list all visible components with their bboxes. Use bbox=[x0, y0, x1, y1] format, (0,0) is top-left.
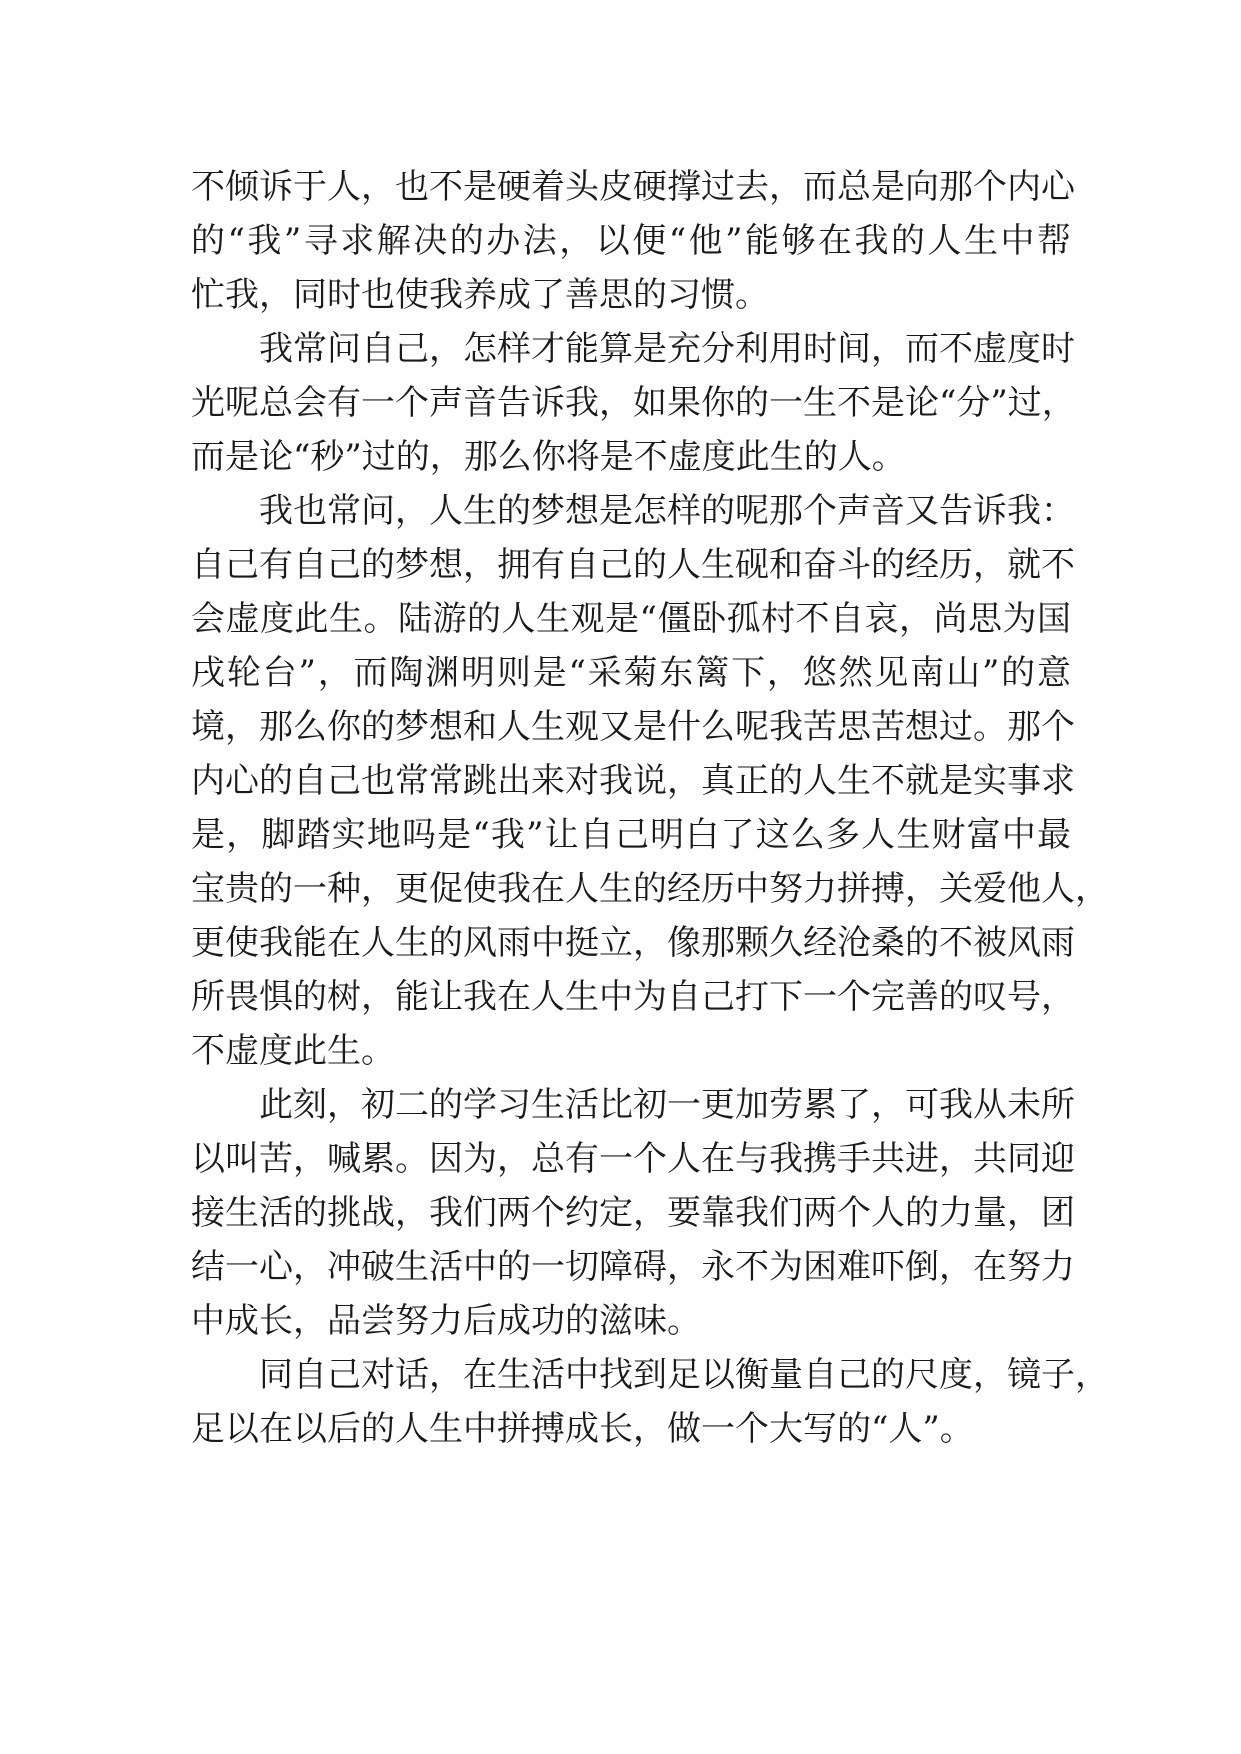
text-line: 同自己对话，在生活中找到足以衡量自己的尺度，镜子， bbox=[259, 1355, 1109, 1395]
text-line: 更使我能在人生的风雨中挺立，像那颗久经沧桑的不被风雨 bbox=[191, 923, 1075, 963]
text-line: 宝贵的一种，更促使我在人生的经历中努力拼搏，关爱他人， bbox=[191, 869, 1109, 909]
paragraph bbox=[191, 1348, 1109, 1456]
paragraph bbox=[191, 1078, 1075, 1348]
text-line: 结一心，冲破生活中的一切障碍，永不为困难吓倒，在努力 bbox=[191, 1247, 1075, 1287]
text-line: 的“我”寻求解决的办法，以便“他”能够在我的人生中帮 bbox=[191, 221, 1071, 261]
text-line: 会虚度此生。陆游的人生观是“僵卧孤村不自哀，尚思为国 bbox=[191, 599, 1071, 639]
document-body bbox=[191, 160, 1109, 1456]
paragraph bbox=[191, 322, 1076, 484]
text-line: 境，那么你的梦想和人生观又是什么呢我苦思苦想过。那个 bbox=[191, 707, 1075, 747]
text-line: 不虚度此生。 bbox=[191, 1031, 395, 1071]
text-line: 接生活的挑战，我们两个约定，要靠我们两个人的力量，团 bbox=[191, 1193, 1075, 1233]
text-line: 内心的自己也常常跳出来对我说，真正的人生不就是实事求 bbox=[191, 761, 1075, 801]
text-line: 自己有自己的梦想，拥有自己的人生砚和奋斗的经历，就不 bbox=[191, 545, 1075, 585]
text-line: 光呢总会有一个声音告诉我，如果你的一生不是论“分”过， bbox=[191, 383, 1076, 423]
paragraph bbox=[191, 160, 1075, 322]
text-line: 忙我，同时也使我养成了善思的习惯。 bbox=[191, 275, 769, 315]
text-line: 是，脚踏实地吗是“我”让自己明白了这么多人生财富中最 bbox=[191, 815, 1071, 855]
text-line: 不倾诉于人，也不是硬着头皮硬撑过去，而总是向那个内心 bbox=[191, 167, 1075, 207]
text-line: 所畏惧的树，能让我在人生中为自己打下一个完善的叹号， bbox=[191, 977, 1075, 1017]
paragraph bbox=[191, 484, 1109, 1078]
text-line: 戌轮台”，而陶渊明则是“采菊东篱下，悠然见南山”的意 bbox=[191, 653, 1071, 693]
text-line: 我也常问，人生的梦想是怎样的呢那个声音又告诉我： bbox=[259, 491, 1075, 531]
text-line: 中成长，品尝努力后成功的滋味。 bbox=[191, 1301, 701, 1341]
text-line: 而是论“秒”过的，那么你将是不虚度此生的人。 bbox=[191, 437, 906, 477]
text-line: 以叫苦，喊累。因为，总有一个人在与我携手共进，共同迎 bbox=[191, 1139, 1075, 1179]
text-line: 足以在以后的人生中拼搏成长，做一个大写的“人”。 bbox=[191, 1409, 974, 1449]
text-line: 此刻，初二的学习生活比初一更加劳累了，可我从未所 bbox=[259, 1085, 1075, 1125]
text-line: 我常问自己，怎样才能算是充分利用时间，而不虚度时 bbox=[259, 329, 1075, 369]
